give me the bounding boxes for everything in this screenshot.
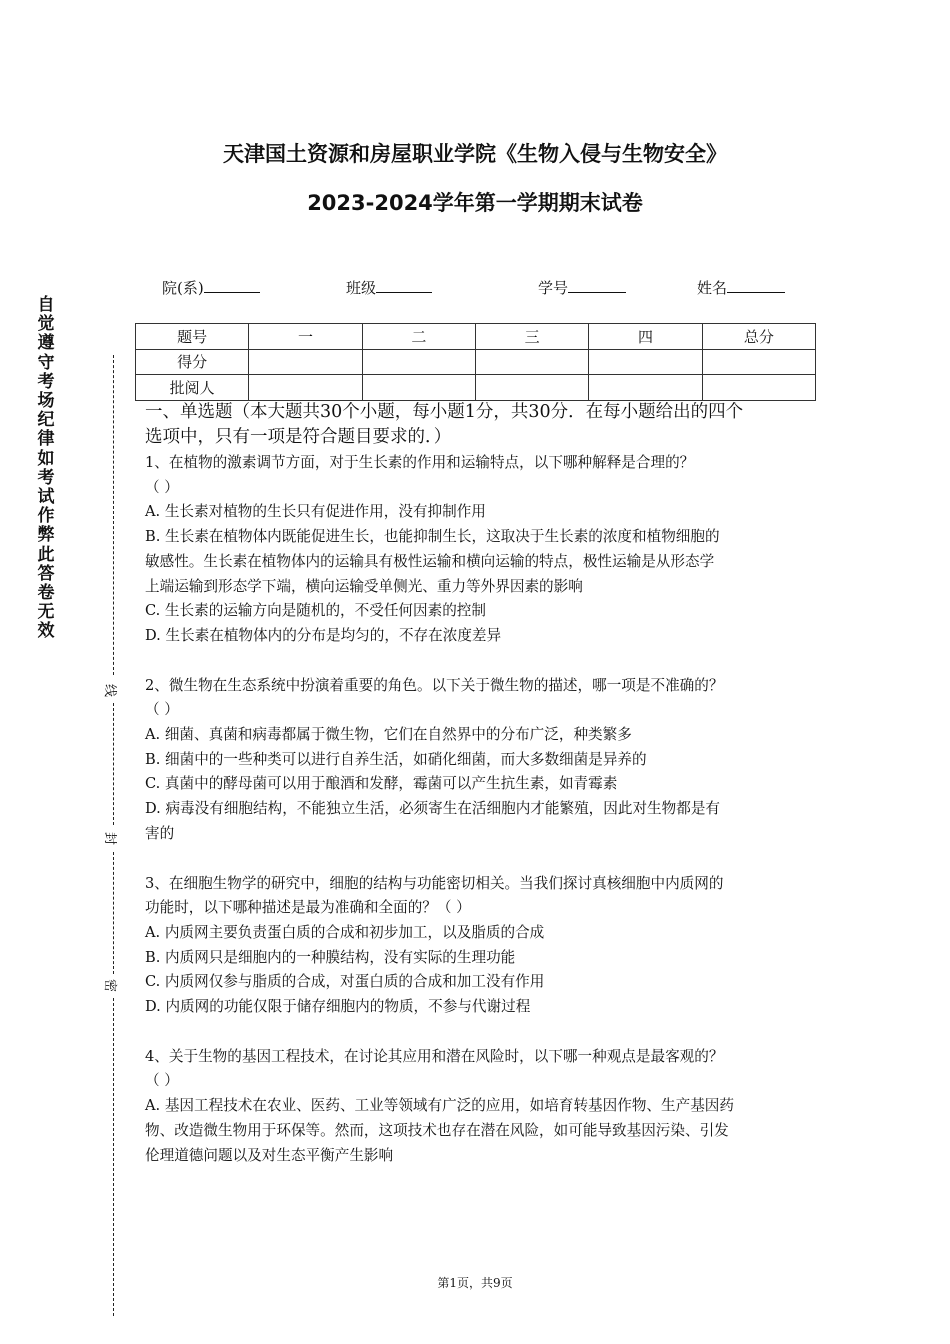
option-text: C. 内质网仅参与脂质的合成，对蛋白质的合成和加工没有作用	[145, 973, 545, 991]
binding-line	[113, 852, 114, 974]
option-text: B. 细菌中的一些种类可以进行自养生活，如硝化细菌，而大多数细菌是异养的	[145, 750, 647, 768]
table-cell	[249, 375, 362, 401]
option-text: C. 生长素的运输方向是随机的，不受任何因素的控制	[145, 602, 486, 620]
binding-mark-line: 线	[102, 683, 118, 698]
option-D	[145, 797, 825, 846]
question-stem: （ ）	[145, 1072, 179, 1090]
option-text: 上端运输到形态学下端，横向运输受单侧光、重力等外界因素的影响	[145, 577, 583, 595]
option-text: A. 细菌、真菌和病毒都属于微生物，它们在自然界中的分布广泛，种类繁多	[145, 726, 632, 744]
binding-mark-secret: 密	[102, 978, 118, 993]
question-stem: （ ）	[145, 478, 179, 496]
section-heading	[145, 400, 825, 450]
option-text: 害的	[145, 824, 175, 842]
question-stem: 3、在细胞生物学的研究中，细胞的结构与功能密切相关。当我们探讨真核细胞中内质网的	[145, 874, 724, 892]
table-cell	[589, 349, 702, 375]
question-stem: 4、关于生物的基因工程技术，在讨论其应用和潜在风险时，以下哪一种观点是最客观的？	[145, 1047, 724, 1065]
option-text: 敏感性。生长素在植物体内的运输具有极性运输和横向运输的特点，极性运输是从形态学	[145, 552, 715, 570]
page-footer: 第1页，共9页	[437, 1276, 513, 1290]
option-B	[145, 525, 825, 599]
binding-mark-seal: 封	[102, 831, 118, 846]
option-text: A. 基因工程技术在农业、医药、工业等领域有广泛的应用，如培育转基因作物、生产基因药	[145, 1097, 734, 1115]
student-id-field	[538, 276, 626, 298]
option-C	[145, 970, 825, 995]
table-cell	[702, 375, 815, 401]
option-D	[145, 995, 825, 1020]
question-stem: 2、微生物在生态系统中扮演着重要的角色。以下关于微生物的描述，哪一项是不准确的？	[145, 676, 724, 694]
option-text: B. 内质网只是细胞内的一种膜结构，没有实际的生理功能	[145, 948, 516, 966]
option-text: D. 病毒没有细胞结构，不能独立生活，必须寄生在活细胞内才能繁殖，因此对生物都是有	[145, 800, 721, 818]
table-cell: 三	[475, 324, 588, 350]
class-field	[346, 276, 432, 298]
option-D	[145, 624, 825, 649]
table-cell	[362, 349, 475, 375]
table-cell	[589, 375, 702, 401]
exam-rules-notice: 自觉遵守考场纪律如考试作弊此答卷无效	[37, 295, 55, 642]
table-cell	[475, 349, 588, 375]
name-field	[697, 276, 785, 298]
question-3	[145, 872, 825, 1020]
table-cell	[475, 375, 588, 401]
student-id-label: 学号	[538, 279, 569, 297]
table-cell	[249, 349, 362, 375]
binding-line	[113, 703, 114, 825]
question-4	[145, 1045, 825, 1169]
binding-line	[113, 998, 114, 1316]
binding-line	[113, 355, 114, 675]
option-text: C. 真菌中的酵母菌可以用于酿酒和发酵，霉菌可以产生抗生素，如青霉素	[145, 775, 618, 793]
option-text: 物、改造微生物用于环保等。然而，这项技术也存在潜在风险，如可能导致基因污染、引发	[145, 1121, 729, 1139]
table-row	[136, 349, 816, 375]
name-label: 姓名	[697, 279, 728, 297]
text-line: 一、单选题（本大题共30个小题，每小题1分，共30分．在每小题给出的四个	[145, 402, 744, 422]
exam-title-line2: 2023-2024学年第一学期期末试卷	[307, 191, 643, 215]
table-cell	[362, 375, 475, 401]
option-text: 伦理道德问题以及对生态平衡产生影响	[145, 1146, 394, 1164]
option-A	[145, 921, 825, 946]
table-cell: 四	[589, 324, 702, 350]
option-text: A. 生长素对植物的生长只有促进作用，没有抑制作用	[145, 503, 486, 521]
option-B	[145, 748, 825, 773]
score-table-header	[136, 324, 816, 350]
questions	[145, 451, 825, 1193]
option-B	[145, 946, 825, 971]
exam-title-line1: 天津国土资源和房屋职业学院《生物入侵与生物安全》	[223, 142, 727, 166]
text-line: 选项中，只有一项是符合题目要求的．）	[145, 427, 452, 447]
option-A	[145, 1094, 825, 1168]
option-C	[145, 599, 825, 624]
table-cell: 总分	[702, 324, 815, 350]
score-table	[135, 323, 816, 401]
option-text: D. 生长素在植物体内的分布是均匀的，不存在浓度差异	[145, 626, 502, 644]
option-text: B. 生长素在植物体内既能促进生长，也能抑制生长，这取决于生长素的浓度和植物细胞的	[145, 528, 720, 546]
table-cell: 批阅人	[136, 375, 249, 401]
option-text: D. 内质网的功能仅限于储存细胞内的物质，不参与代谢过程	[145, 998, 531, 1016]
class-label: 班级	[346, 279, 377, 297]
table-cell	[702, 349, 815, 375]
dept-label: 院(系)	[162, 279, 204, 297]
option-text: A. 内质网主要负责蛋白质的合成和初步加工，以及脂质的合成	[145, 923, 545, 941]
option-A	[145, 723, 825, 748]
question-2	[145, 674, 825, 847]
dept-field	[162, 276, 260, 298]
question-stem: （ ）	[145, 701, 179, 719]
table-row	[136, 375, 816, 401]
table-cell: 题号	[136, 324, 249, 350]
option-A	[145, 500, 825, 525]
option-C	[145, 772, 825, 797]
question-1	[145, 451, 825, 649]
table-cell: 得分	[136, 349, 249, 375]
table-cell: 二	[362, 324, 475, 350]
table-cell: 一	[249, 324, 362, 350]
question-stem: 功能时，以下哪种描述是最为准确和全面的？（ ）	[145, 899, 471, 917]
question-stem: 1、在植物的激素调节方面，对于生长素的作用和运输特点，以下哪种解释是合理的？	[145, 454, 695, 471]
